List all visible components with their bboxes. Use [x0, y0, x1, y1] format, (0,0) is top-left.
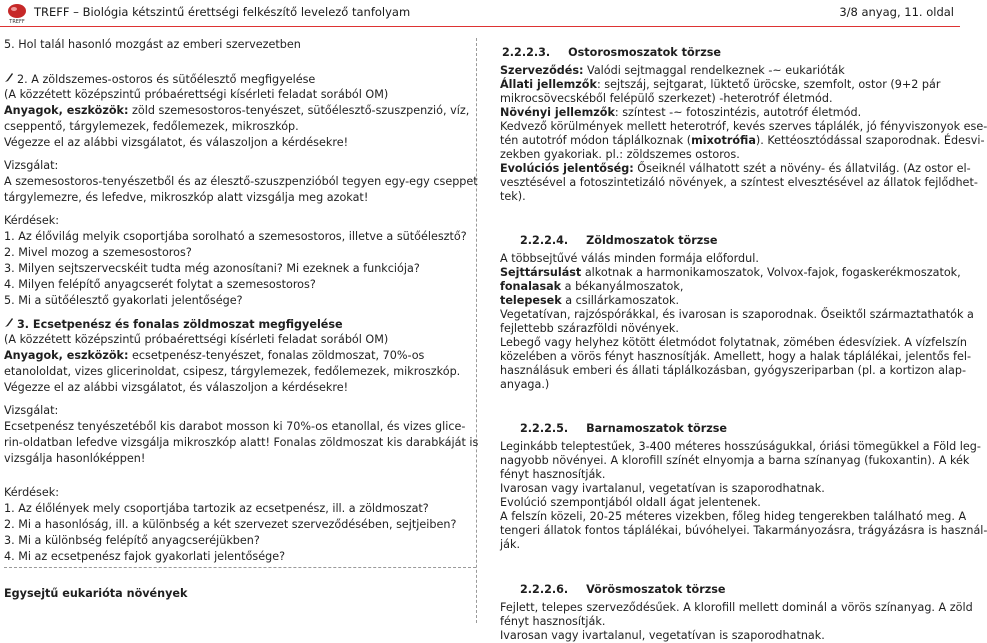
s2-line7: Lebegő vagy helyhez kötött életmódot folytatnak, zömében édesvíziek. A vízfelszín [500, 336, 967, 349]
section-2223-heading: 2.2.2.3. Ostorosmoszatok törzse [502, 46, 721, 59]
task3-question-1: 1. Az élőlények mely csoportjába tartozik az ecsetpenész, ill. a zöldmoszat? [4, 502, 429, 515]
s1-animal-line1: Állati jellemzők: sejtszáj, sejtgarat, lüktető üröcske, szemfolt, ostor (9+2 pár [500, 78, 941, 91]
s1-animal-line2: mikrocsövecskéből felépülő szerkezet) -heterotróf életmód. [500, 92, 833, 105]
task2-question-3: 3. Milyen sejtszervecskéit tudta még azonosítani? Mi ezeknek a funkciója? [4, 262, 420, 275]
header-divider [0, 26, 960, 27]
task3-source: (A közzétett középszintű próbaérettségi kísérleti feladat sorából OM) [4, 333, 389, 346]
task2-tools-line2: cseppentő, tárgylemezek, fedőlemezek, mikroszkóp. [4, 120, 299, 133]
task2-question-1: 1. Az élővilág melyik csoportjába sorolható a szemesostoros, illetve a sütőélesztő? [4, 230, 467, 243]
s3-line6: A felszín közeli, 20-25 méteres vizekben, főleg hideg tengerekben található meg. A [500, 510, 967, 523]
s3-line8: ják. [500, 538, 520, 551]
task2-source: (A közzétett középszintű próbaérettségi kísérleti feladat sorából OM) [4, 88, 389, 101]
task3-vizsgalat-heading: Vizsgálat: [4, 404, 59, 417]
s2-line2: Sejttársulást alkotnak a harmonikamoszatok, Volvox-fajok, fogaskerékmoszatok, [500, 266, 961, 279]
section-2224-heading: 2.2.2.4. Zöldmoszatok törzse [520, 234, 718, 247]
s1-para-line2: tén autotróf módon táplálkoznak (mixotrófia). Kettéosztódással szaporodnak. Édesvi- [500, 134, 985, 147]
s2-line8: közelében a vörös fényt hasznosítják. Amellett, hogy a halak táplálékai, jelentős fel- [500, 350, 971, 363]
s3-line7: tengeri állatok fontos táplálékai, búvóhelyei. Takarmányozásra, trágyázásra is használ- [500, 524, 987, 537]
s1-evolution-line3: tek). [500, 190, 526, 203]
task3-vizsgalat-line3: vizsgálja hasonlóképpen! [4, 452, 146, 465]
task3-question-2: 2. Mi a hasonlóság, ill. a különbség a két szervezet szerveződésében, sejtjeiben? [4, 518, 457, 531]
s2-line5: Vegetatívan, rajzóspórákkal, és ivarosan is szaporodnak. Őseiktől származtathatók a [500, 308, 974, 321]
task2-vizsgalat-heading: Vizsgálat: [4, 159, 59, 172]
task2-title: 2. A zöldszemes-ostoros és sütőélesztő megfigyelése [4, 72, 315, 87]
s1-organization: Szerveződés: Valódi sejtmaggal rendelkeznek -~ eukarióták [500, 64, 845, 77]
task3-vizsgalat-line2: rin-oldatban lefedve vizsgálja mikroszkóp alatt! Fonalas zöldmoszat kis darabkáját is [4, 436, 479, 449]
s4-line2: fényt hasznosítják. [500, 615, 606, 628]
task3-title: 3. Ecsetpenész és fonalas zöldmoszat megfigyelése [4, 317, 343, 332]
section-2226-heading: 2.2.2.6. Vörösmoszatok törzse [520, 583, 726, 596]
question-5-top: 5. Hol talál hasonló mozgást az emberi szervezetben [4, 38, 301, 51]
page-header [0, 0, 960, 26]
header-title: TREFF – Biológia kétszintű érettségi felkészítő levelező tanfolyam [34, 5, 411, 19]
s3-line1: Leginkább teleptestűek, 3-400 méteres hosszúságukkal, óriási tömegükkel a Föld leg- [500, 440, 981, 453]
s1-evolution-line2: vesztésével a fotoszintetizáló növények, a színtest elvesztésével az állatok fejlődhet- [500, 176, 978, 189]
s1-plant: Növényi jellemzők: színtest -~ fotoszintézis, autotróf életmód. [500, 106, 862, 119]
task2-vizsgalat-line2: tárgylemezre, és lefedve, mikroszkóp alatt vizsgálja meg azokat! [4, 191, 369, 204]
task3-questions-heading: Kérdések: [4, 486, 60, 499]
s1-evolution-line1: Evolúciós jelentőség: Őseiknél válhatott szét a növény- és állatvilág. (Az ostor el- [500, 162, 971, 175]
left-column [4, 38, 479, 638]
column-divider [476, 38, 477, 623]
task2-question-2: 2. Mivel mozog a szemesostoros? [4, 246, 192, 259]
s3-line4: Ivarosan vagy ivartalanul, vegetatívan is szaporodhatnak. [500, 482, 825, 495]
svg-text:TREFF: TREFF [9, 19, 25, 25]
s2-line4: telepesek a csillárkamoszatok. [500, 294, 680, 307]
s2-line1: A többsejtűvé válás minden formája előfordul. [500, 252, 759, 265]
task3-vizsgalat-line1: Ecsetpenész tenyészetéből kis darabot mosson ki 70%-os etanollal, és vizes glice- [4, 420, 466, 433]
s2-line3: fonalasak a békanyálmoszatok, [500, 280, 684, 293]
task3-question-4: 4. Mi az ecsetpenész fajok gyakorlati jelentősége? [4, 550, 286, 563]
task2-vizsgalat-line1: A szemesostoros-tenyészetből és az élesztő-szuszpenzióból tegyen egy-egy cseppet [4, 175, 478, 188]
s2-line6: fejlettebb szárazföldi növények. [500, 322, 679, 335]
section-2225-heading: 2.2.2.5. Barnamoszatok törzse [520, 422, 727, 435]
s4-line3: Ivarosan vagy ivartalanul, vegetatívan is szaporodhatnak. [500, 629, 825, 642]
s2-line9: használásuk emberi és állati táplálkozásban, gyógyszeriparban (pl. a kortizon alap- [500, 364, 967, 377]
s3-line3: fényt hasznosítják. [500, 468, 606, 481]
section-title-unicellular: Egysejtű eukarióta növények [4, 587, 188, 600]
pen-icon [4, 72, 14, 87]
task3-question-3: 3. Mi a különbség felépítő anyagcseréjükben? [4, 534, 260, 547]
s3-line2: nagyobb növényei. A klorofill színét elnyomja a barna színanyag (fukoxantin). A kék [500, 454, 970, 467]
task2-instruction: Végezze el az alábbi vizsgálatot, és válaszoljon a kérdésekre! [4, 136, 349, 149]
task3-tools-line2: etanololdat, vizes glicerinoldat, csipesz, tárgylemezek, fedőlemezek, mikroszkóp. [4, 365, 461, 378]
task3-instruction: Végezze el az alábbi vizsgálatot, és válaszoljon a kérdésekre! [4, 381, 349, 394]
pen-icon [4, 317, 14, 332]
right-column [482, 38, 987, 642]
task2-questions-heading: Kérdések: [4, 214, 60, 227]
task2-question-4: 4. Milyen felépítő anyagcserét folytat a szemesostoros? [4, 278, 316, 291]
task2-question-5: 5. Mi a sütőélesztő gyakorlati jelentősége? [4, 294, 243, 307]
treff-logo [3, 2, 31, 24]
s1-para-line1: Kedvező körülmények mellett heterotróf, kevés szerves táplálék, jó fényviszonyok ese- [500, 120, 987, 133]
header-page-info: 3/8 anyag, 11. oldal [839, 5, 954, 19]
task2-tools-line1: Anyagok, eszközök: zöld szemesostoros-tenyészet, sütőélesztő-szuszpenzió, víz, [4, 104, 470, 117]
s3-line5: Evolúció szempontjából oldalI ágat jelentenek. [500, 496, 761, 509]
s2-line10: anyaga.) [500, 378, 550, 391]
task3-tools-line1: Anyagok, eszközök: ecsetpenész-tenyészet, fonalas zöldmoszat, 70%-os [4, 349, 425, 362]
s1-para-line3: zekben gyakoriak. pl.: zöldszemes ostoros. [500, 148, 740, 161]
s4-line1: Fejlett, telepes szerveződésűek. A klorofill mellett dominál a vörös színanyag. A zöld [500, 601, 973, 614]
